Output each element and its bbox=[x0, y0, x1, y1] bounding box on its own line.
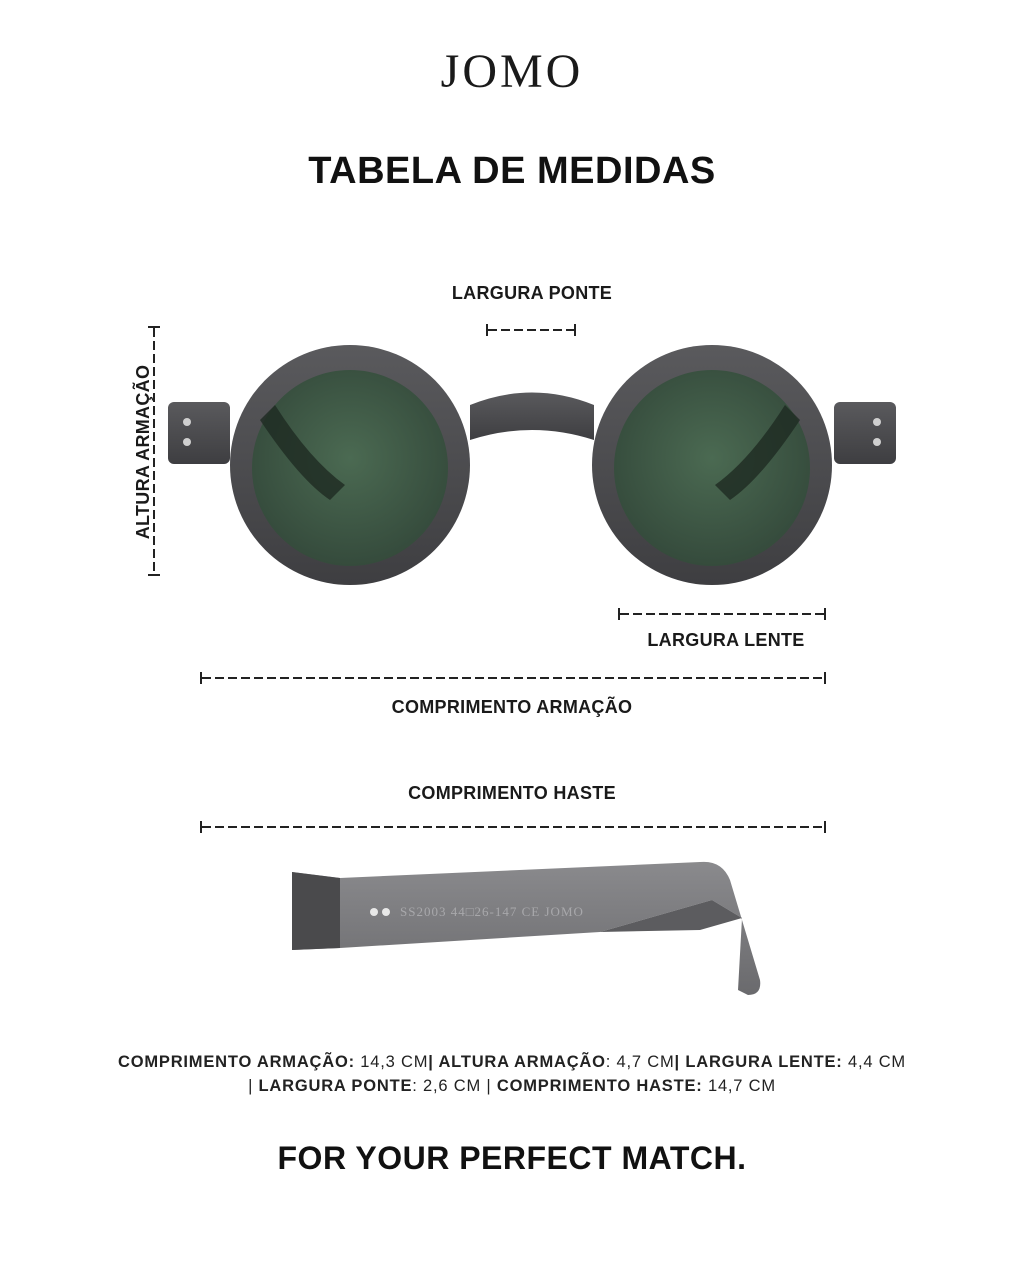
temple-length-label: COMPRIMENTO HASTE bbox=[408, 783, 616, 803]
spec-bridge-width-key: LARGURA PONTE bbox=[258, 1077, 413, 1095]
bridge-width-label: LARGURA PONTE bbox=[451, 283, 613, 303]
lens-width-dimension bbox=[619, 608, 825, 620]
lens-width-label: LARGURA LENTE bbox=[647, 630, 805, 650]
page-title: TABELA DE MEDIDAS bbox=[308, 150, 716, 192]
frame-length-dimension bbox=[201, 672, 825, 684]
temple-length-dimension bbox=[201, 821, 825, 833]
temple-print: SS2003 44□26-147 CE JOMO bbox=[400, 904, 584, 919]
spec-frame-height-value: : 4,7 CM bbox=[605, 1053, 675, 1071]
brand-logo: JOMO bbox=[440, 45, 584, 98]
bridge-width-dimension bbox=[487, 324, 575, 336]
spec-lens-width-value: 4,4 CM bbox=[842, 1053, 906, 1071]
measurements-summary bbox=[60, 1050, 964, 1098]
spec-lens-width-key: LARGURA LENTE: bbox=[685, 1053, 843, 1071]
frame-height-label: ALTURA ARMAÇÃO bbox=[133, 364, 153, 540]
frame-length-label: COMPRIMENTO ARMAÇÃO bbox=[391, 697, 633, 717]
spec-frame-length-key: COMPRIMENTO ARMAÇÃO: bbox=[118, 1053, 355, 1071]
temple-arm-image bbox=[292, 862, 760, 995]
sunglasses-front-image bbox=[168, 345, 896, 585]
tagline: FOR YOUR PERFECT MATCH. bbox=[277, 1140, 747, 1176]
spec-separator: | bbox=[674, 1053, 686, 1071]
spec-temple-length-key: COMPRIMENTO HASTE: bbox=[496, 1077, 703, 1095]
spec-separator: | bbox=[428, 1053, 439, 1071]
spec-bridge-width-value: : 2,6 CM bbox=[412, 1077, 482, 1095]
spec-temple-length-value: 14,7 CM bbox=[702, 1077, 776, 1095]
spec-frame-length-value: 14,3 CM bbox=[354, 1053, 429, 1071]
spec-separator: | bbox=[248, 1077, 259, 1095]
spec-frame-height-key: ALTURA ARMAÇÃO bbox=[438, 1053, 606, 1071]
spec-separator: | bbox=[481, 1077, 497, 1095]
